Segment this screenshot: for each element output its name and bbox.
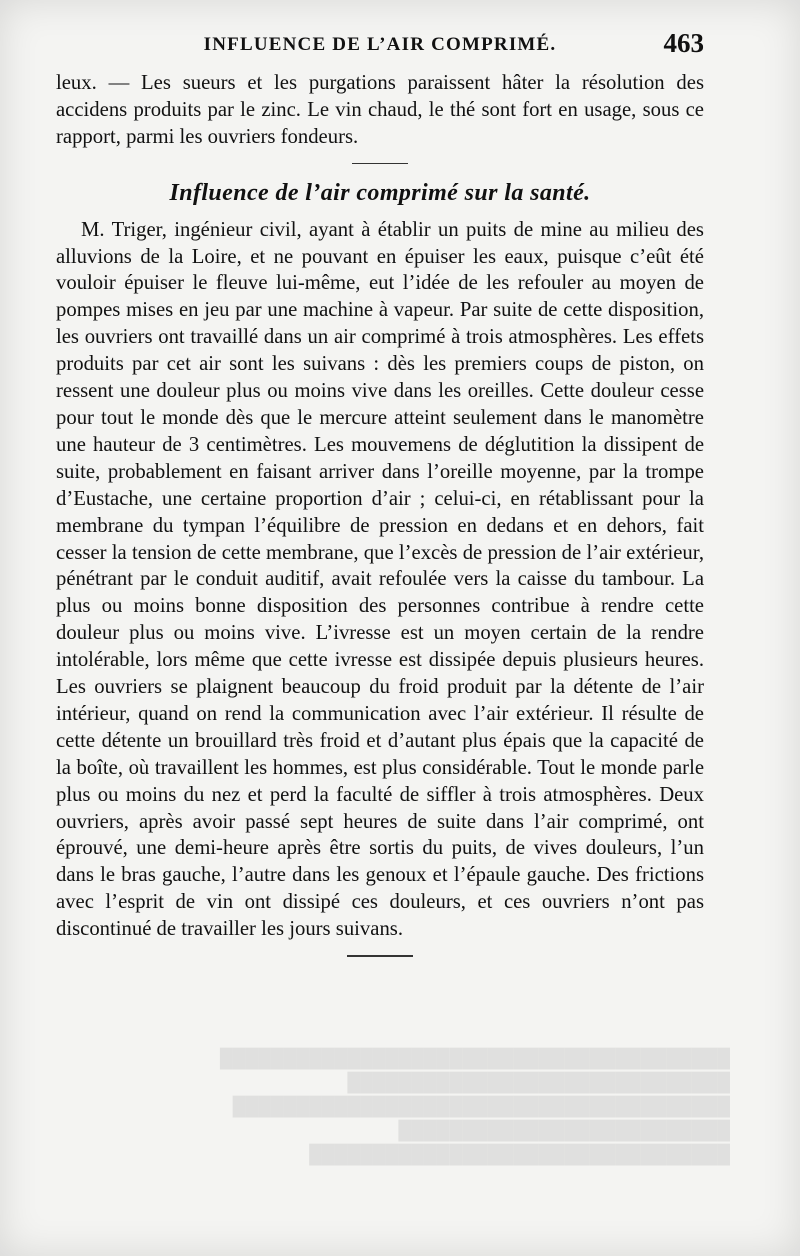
section-title: Influence de l’air comprimé sur la santé. bbox=[169, 179, 591, 206]
body-text bbox=[56, 70, 704, 957]
end-divider bbox=[347, 955, 413, 957]
page-number: 463 bbox=[663, 28, 704, 58]
bleed-through-lines: ████████████████████████████████████████ ██████████████████████████████ ███████████████████████████████████████ ██████████████████████████ █████████████████████████████████ bbox=[219, 1048, 730, 1164]
bleed-through-texture bbox=[70, 1046, 730, 1186]
main-paragraph: M. Triger, ingénieur civil, ayant à établir un puits de mine au milieu des alluvions de la Loire, et ne pouvant en épuiser les eaux, puisque c’eût été vouloir épuiser le fleuve lui-même, eut l’idée de les refouler au moyen de pompes mises en jeu par une machine à vapeur. Par suite de cette disposition, les ouvriers ont travaillé dans un air comprimé à trois atmosphères. Les effets produits par cet air sont les suivans : dès les premiers coups de piston, on ressent une douleur plus ou moins vive dans les oreilles. Cette douleur cesse pour tout le monde dès que le mercure atteint seulement dans le manomètre une hauteur de 3 centimètres. Les mouvemens de déglutition la dissipent de suite, probablement en faisant arriver dans l’oreille moyenne, par la trompe d’Eustache, une certaine proportion d’air ; celui-ci, en rétablissant pour la membrane du tympan l’équilibre de pression en dedans et en dehors, fait cesser la tension de cette membrane, que l’excès de pression de l’air extérieur, pénétrant par le conduit auditif, avait refoulée vers la caisse du tambour. La plus ou moins bonne disposition des personnes contribue à rendre cette douleur plus ou moins vive. L’ivresse est un moyen certain de la rendre intolérable, lors même que cette ivresse est dissipée depuis plusieurs heures. Les ouvriers se plaignent beaucoup du froid produit par la détente de l’air intérieur, quand on rend la communication avec l’air extérieur. Il résulte de cette détente un brouillard très froid et d’autant plus épais que la capacité de la boîte, où travaillent les hommes, est plus considérable. Tout le monde parle plus ou moins du nez et perd la faculté de siffler à trois atmosphères. Deux ouvriers, après avoir passé sept heures de suite dans l’air comprimé, ont éprouvé, une demi-heure après être sortis du puits, de vives douleurs, l’un dans le bras gauche, l’autre dans les genoux et l’épaule gauche. Des frictions avec l’esprit de vin ont dissipé ces douleurs, et ces ouvriers n’ont pas discontinué de travailler les jours suivans. bbox=[56, 218, 704, 941]
running-title: INFLUENCE DE L’AIR COMPRIMÉ. bbox=[203, 34, 557, 55]
section-divider bbox=[352, 163, 408, 164]
page-header bbox=[56, 28, 704, 68]
intro-paragraph: leux. — Les sueurs et les purgations paraissent hâter la résolution des accidens produits par le zinc. Le vin chaud, le thé sont fort en usage, sous ce rapport, parmi les ouvriers fondeurs. bbox=[56, 72, 704, 148]
